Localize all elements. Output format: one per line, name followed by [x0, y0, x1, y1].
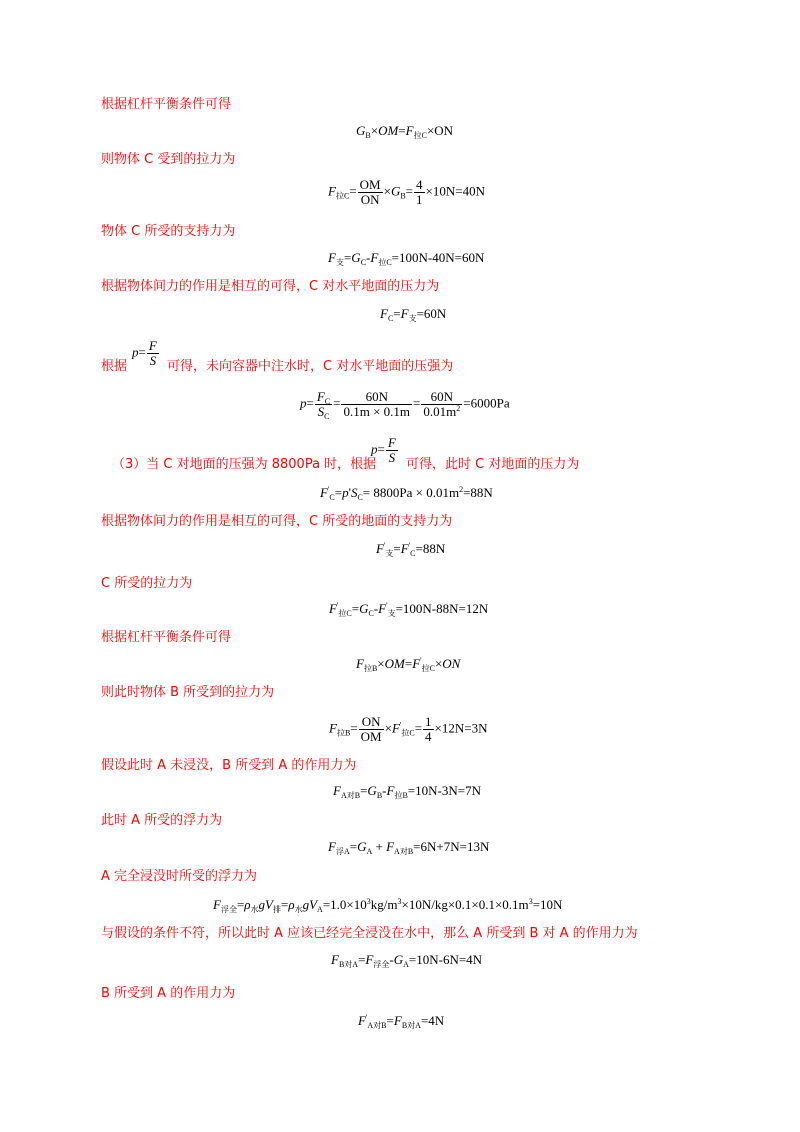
- equation-pull-b: $F_{拉B}=$ $\frac{ON}{OM}$ $\times F'_{拉C}=$ $\frac{1}{4}$ ×12N=3N: [329, 714, 488, 744]
- formula-p-f-s: p= $\frac{F}{S}$: [132, 338, 157, 368]
- equation-pull-c: $F_{拉C}=$ $\frac{OM}{ON}$ $\times G_B=$ $\frac{4}{1}$ ×10N=40N: [328, 177, 485, 207]
- text-line: 根据物体间力的作用是相互的可得，C 对水平地面的压力为: [101, 279, 440, 294]
- text-line: C 所受的拉力为: [101, 576, 193, 591]
- equation-lever-balance-1: $G_B\times OM=F_{拉C}\times ON$: [356, 123, 454, 140]
- fraction-den: 4: [425, 729, 432, 744]
- equation-text: =10N-3N=7N: [407, 783, 481, 798]
- fraction-num: ON: [359, 715, 384, 730]
- text-line: 则此时物体 B 所受到的拉力为: [101, 685, 275, 700]
- equation-text: =1.0×10: [322, 897, 367, 912]
- equation-text: ×12N=3N: [434, 720, 488, 736]
- equation-text: =100N-40N=60N: [391, 250, 485, 265]
- fraction-num: 4: [416, 177, 423, 192]
- equation-text: =10N: [532, 897, 563, 912]
- fraction-num: 60N: [421, 390, 462, 405]
- equation-full-buoyancy: $F_{浮全}=\rho_水gV_排=\rho_水gV_A=1.0\times 10^3kg/m^3\times 10N/kg\times 0.1\times 0.1\times 0.1m^3=10N$: [213, 897, 563, 914]
- equation-a-on-b: $F_{A对B}=G_B-F_{拉B}=10N-3N=7N$: [333, 783, 481, 800]
- equation-final: $F'_{A对B}=F_{B对A}=4N$: [358, 1013, 445, 1030]
- equation-text: kg/m: [370, 897, 398, 912]
- fraction-den: OM: [360, 729, 382, 744]
- equation-buoyancy: $F_{浮A}=G_A + F_{A对B}=6N+7N=13N$: [328, 839, 490, 856]
- equation-pressure-force: $F_C=F_支=60N$: [380, 306, 447, 323]
- fraction-den: ON: [360, 192, 380, 207]
- equation-lever-balance-2: $F_{拉B}\times OM=F'_{拉C}\times ON$: [356, 656, 461, 673]
- equation-pressure: p= $\frac{F_C}{S_C}$ = $\frac{60N}{0.1m \times 0.1m}$ = $\frac{60N}{0.01m^2}$ =6000Pa: [300, 389, 510, 421]
- equation-text: =60N: [416, 306, 447, 321]
- text-line: 与假设的条件不符，所以此时 A 应该已经完全浸没在水中，那么 A 所受到 B 对 A 的作用力为: [101, 926, 638, 941]
- equation-b-on-a: $F_{B对A}=F_{浮全}-G_A=10N-6N=4N$: [331, 952, 483, 969]
- text-line: 根据: [101, 359, 128, 374]
- text-line: A 完全浸没时所受的浮力为: [101, 869, 258, 884]
- text-line: 可得，此时 C 对地面的压力为: [406, 457, 580, 472]
- equation-new-pressure-force: $F'_C=p'S_C= 8800Pa \times 0.01m^2=88N$: [320, 485, 493, 502]
- equation-text: =6N+7N=13N: [413, 839, 490, 854]
- fraction-den: 0.01m: [423, 404, 457, 419]
- text-line: 根据杠杆平衡条件可得: [101, 630, 232, 645]
- text-line: 根据杠杆平衡条件可得: [101, 97, 232, 112]
- text-line: 则物体 C 受到的拉力为: [101, 152, 236, 167]
- equation-text: =4N: [420, 1013, 445, 1028]
- fraction-den: 0.1m × 0.1m: [343, 404, 411, 419]
- equation-text: =100N-88N=12N: [395, 601, 489, 616]
- fraction-num: 1: [425, 714, 432, 729]
- equation-text: = 8800Pa × 0.01m: [362, 485, 460, 500]
- equation-new-pull-c: $F'_{拉C}=G_C-F'_支=100N-88N=12N$: [329, 601, 489, 618]
- fraction-den: 1: [416, 192, 423, 207]
- text-line: 假设此时 A 未浸没，B 所受到 A 的作用力为: [101, 758, 357, 773]
- formula-p-f-s-2: p= $\frac{F}{S}$: [371, 435, 396, 465]
- text-line: 根据物体间力的作用是相互的可得，C 所受的地面的支持力为: [101, 514, 453, 529]
- text-line: 物体 C 所受的支持力为: [101, 224, 236, 239]
- equation-new-support: $F'_支=F'_C=88N$: [376, 541, 446, 558]
- equation-text: ×ON: [426, 123, 454, 138]
- text-line: 此时 A 所受的浮力为: [101, 813, 223, 828]
- text-line: 可得，未向容器中注水时，C 对水平地面的压强为: [167, 359, 454, 374]
- equation-text: =6000Pa: [463, 395, 510, 411]
- text-line: （3）当 C 对地面的压强为 8800Pa 时，根据: [112, 457, 377, 472]
- equation-support-c: $F_支=G_C-F_{拉C}=100N-40N=60N$: [328, 250, 485, 267]
- equation-text: =10N-6N=4N: [408, 952, 483, 967]
- text-line: B 所受到 A 的作用力为: [101, 986, 236, 1001]
- fraction-num: OM: [359, 177, 381, 192]
- fraction-num: 60N: [341, 390, 412, 405]
- equation-text: ×10N=40N: [425, 183, 485, 199]
- equation-text: =88N: [463, 485, 493, 500]
- equation-text: =88N: [415, 541, 446, 556]
- equation-text: ×10N/kg×0.1×0.1×0.1m: [401, 897, 529, 912]
